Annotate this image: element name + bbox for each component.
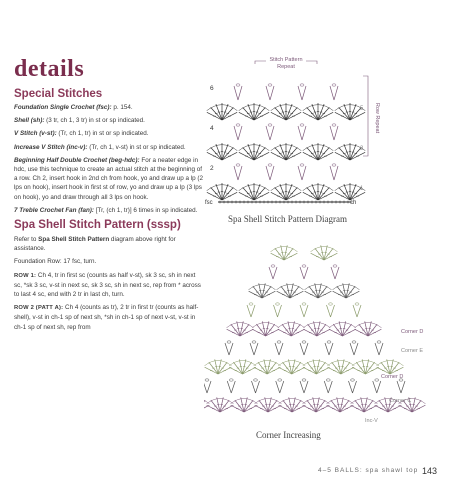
row-text: Ch 4 (counts as tr), 2 tr in first tr (counts as half-shell), v-st in ch-1 sp of next sh, *sh in ch-1 sp of next v-st, v-st in ch-1 sp of next sh, rep from bbox=[14, 304, 199, 331]
v-stitch bbox=[304, 305, 308, 317]
chain-loop bbox=[205, 379, 209, 381]
v-stitch bbox=[334, 166, 338, 180]
v-stitch bbox=[234, 126, 238, 140]
v-stitch bbox=[238, 126, 242, 140]
row-number: 6 bbox=[210, 85, 214, 92]
stitch-def-fsc bbox=[14, 103, 204, 112]
v-stitch bbox=[302, 86, 306, 100]
chain-arc bbox=[205, 361, 232, 366]
chain-loop bbox=[268, 124, 272, 126]
row-text: Ch 4, tr in first sc (counts as half v-st), sk 3 sc, sh in next sc, *sk 3 sc, v-st in next sc, sk 3 sc, sh in next sc, rep from * across to last 4 sc, end with 2 tr in last ch, turn. bbox=[14, 271, 201, 299]
v-stitch bbox=[252, 381, 256, 393]
page-number: 143 bbox=[422, 466, 438, 476]
v-stitch bbox=[256, 381, 260, 393]
v-stitch bbox=[251, 305, 255, 317]
chain-loop bbox=[236, 124, 240, 126]
v-stitch bbox=[325, 343, 329, 355]
chain-arc bbox=[271, 247, 298, 252]
stitch-repeat-label-2: Repeat bbox=[277, 64, 295, 70]
corner-label: Corner E bbox=[401, 348, 424, 354]
stitch-def-shell bbox=[14, 116, 204, 125]
stitch-term: Beginning Half Double Crochet (beg-hdc): bbox=[14, 156, 140, 164]
chain-loop bbox=[278, 379, 282, 381]
chain-arc bbox=[249, 285, 276, 290]
chain-loop bbox=[332, 84, 336, 86]
v-stitch bbox=[328, 381, 332, 393]
chain-arc bbox=[207, 399, 234, 404]
v-stitch bbox=[234, 166, 238, 180]
v-stitch bbox=[280, 381, 284, 393]
v-stitch bbox=[304, 381, 308, 393]
v-stitch bbox=[270, 126, 274, 140]
stitch-text: p. 154. bbox=[111, 104, 133, 111]
v-stitch bbox=[353, 381, 357, 393]
chain-arc bbox=[327, 399, 354, 404]
chain-loop bbox=[332, 124, 336, 126]
chain-arc bbox=[329, 323, 356, 328]
chain-loop bbox=[355, 303, 359, 305]
v-stitch bbox=[324, 381, 328, 393]
foundation-row: Foundation Row: 17 fsc, turn. bbox=[14, 258, 97, 266]
corner-label: Corner C bbox=[389, 398, 412, 404]
v-stitch bbox=[302, 126, 306, 140]
chain-arc bbox=[227, 323, 254, 328]
fsc-label: fsc bbox=[205, 200, 213, 206]
v-stitch bbox=[377, 381, 381, 393]
v-stitch bbox=[331, 267, 335, 279]
v-stitch bbox=[275, 343, 279, 355]
v-stitch bbox=[375, 343, 379, 355]
chain-arc bbox=[351, 399, 378, 404]
v-stitch bbox=[335, 267, 339, 279]
chain-arc bbox=[277, 285, 304, 290]
special-stitches-heading: Special Stitches bbox=[14, 88, 103, 100]
v-stitch bbox=[238, 86, 242, 100]
chain-loop bbox=[227, 341, 231, 343]
v-stitch bbox=[302, 166, 306, 180]
chain-arc bbox=[303, 361, 330, 366]
chain-arc bbox=[355, 323, 382, 328]
stitch-term: 7 Treble Crochet Fan (fan): bbox=[14, 206, 95, 214]
row-number: 3 bbox=[360, 146, 364, 152]
v-stitch bbox=[227, 381, 231, 393]
v-stitch bbox=[270, 166, 274, 180]
text-column bbox=[14, 56, 204, 336]
v-stitch bbox=[273, 267, 277, 279]
chain-arc bbox=[303, 399, 330, 404]
row-1 bbox=[14, 271, 204, 300]
v-stitch bbox=[379, 343, 383, 355]
stitch-term: Increase V Stitch (inc-v): bbox=[14, 143, 88, 151]
v-stitch bbox=[234, 86, 238, 100]
chain-loop bbox=[326, 379, 330, 381]
corner-label: Corner D bbox=[401, 329, 424, 335]
v-stitch bbox=[298, 166, 302, 180]
pattern-intro bbox=[14, 235, 204, 253]
chain-loop bbox=[268, 164, 272, 166]
chain-loop bbox=[300, 84, 304, 86]
chain-loop bbox=[277, 341, 281, 343]
chain-loop bbox=[229, 379, 233, 381]
row-label: ROW 1: bbox=[14, 272, 37, 279]
v-stitch bbox=[225, 343, 229, 355]
stitch-text: For a neater edge in hdc, use this technique to create an actual stitch at the beginning of a row. Ch 2, insert hook in 2nd ch from hook, yo and draw up a lp (2 lps on hook), insert hook in first st of row, yo and draw up a lp (3 lps on hook), yo and draw through all 3 lps on hook. bbox=[14, 156, 204, 201]
v-stitch bbox=[327, 305, 331, 317]
page-title: details bbox=[14, 56, 85, 82]
chain-loop bbox=[352, 341, 356, 343]
v-stitch bbox=[269, 267, 273, 279]
v-stitch bbox=[266, 166, 270, 180]
corner-label: Corner D bbox=[381, 374, 404, 380]
v-stitch bbox=[279, 343, 283, 355]
v-stitch bbox=[300, 343, 304, 355]
chain-loop bbox=[377, 341, 381, 343]
chain-arc bbox=[352, 361, 379, 366]
stitch-def-incv bbox=[14, 143, 204, 152]
chain-arc bbox=[255, 399, 282, 404]
stitch-pattern-diagram bbox=[200, 48, 400, 220]
v-stitch bbox=[329, 343, 333, 355]
chain-loop bbox=[302, 379, 306, 381]
chain-arc bbox=[377, 361, 404, 366]
chain-loop bbox=[333, 265, 337, 267]
chain-arc bbox=[254, 361, 281, 366]
v-stitch bbox=[330, 86, 334, 100]
chain-arc bbox=[333, 285, 360, 290]
diagram-caption: Spa Shell Stitch Pattern Diagram bbox=[228, 214, 347, 224]
row-repeat-label: Row Repeat bbox=[374, 102, 380, 134]
chain-arc bbox=[252, 323, 279, 328]
stitch-repeat-label: Stitch Pattern bbox=[269, 57, 303, 63]
ch-label: ch bbox=[350, 200, 357, 206]
stitch-rows bbox=[207, 84, 366, 203]
stitch-term: Shell (sh): bbox=[14, 117, 45, 125]
pattern-heading: Spa Shell Stitch Pattern (sssp) bbox=[14, 219, 181, 232]
corner-increasing-diagram bbox=[204, 232, 444, 432]
treble-stitch bbox=[204, 400, 205, 412]
v-stitch bbox=[276, 381, 280, 393]
stitch-term: Foundation Single Crochet (fsc): bbox=[14, 104, 112, 111]
chain-arc bbox=[303, 323, 330, 328]
chain-loop bbox=[351, 379, 355, 381]
v-stitch bbox=[278, 305, 282, 317]
v-stitch bbox=[274, 305, 278, 317]
chain-arc bbox=[327, 361, 354, 366]
stitch-term: V Stitch (v-st): bbox=[14, 130, 57, 138]
chain-arc bbox=[311, 247, 338, 252]
intro-post: diagram above right for assistance. bbox=[14, 236, 176, 253]
v-stitch bbox=[238, 166, 242, 180]
chain-loop bbox=[271, 265, 275, 267]
row-number: 2 bbox=[210, 165, 214, 172]
v-stitch bbox=[266, 126, 270, 140]
v-stitch bbox=[401, 381, 405, 393]
chain-loop bbox=[254, 379, 258, 381]
chain-arc bbox=[279, 399, 306, 404]
v-stitch bbox=[397, 381, 401, 393]
v-stitch bbox=[334, 86, 338, 100]
chain-arc bbox=[278, 361, 305, 366]
v-stitch bbox=[304, 267, 308, 279]
v-stitch bbox=[204, 381, 207, 393]
v-stitch bbox=[300, 381, 304, 393]
v-stitch bbox=[231, 381, 235, 393]
stitch-text: (Tr, ch 1, tr) in st or sp indicated. bbox=[56, 130, 149, 138]
v-stitch bbox=[350, 343, 354, 355]
chain-loop bbox=[276, 303, 280, 305]
v-stitch bbox=[330, 126, 334, 140]
chain-loop bbox=[249, 303, 253, 305]
row-label: ROW 2 (PATT A): bbox=[14, 305, 64, 312]
v-stitch bbox=[357, 305, 361, 317]
chain-arc bbox=[305, 285, 332, 290]
row-2 bbox=[14, 303, 204, 332]
v-stitch bbox=[250, 343, 254, 355]
stitch-def-vstitch bbox=[14, 129, 204, 138]
v-stitch bbox=[247, 305, 251, 317]
chain-loop bbox=[329, 303, 333, 305]
chain-loop bbox=[236, 164, 240, 166]
chain-loop bbox=[300, 124, 304, 126]
chain-loop bbox=[252, 341, 256, 343]
v-stitch bbox=[254, 343, 258, 355]
v-stitch bbox=[354, 343, 358, 355]
chain-loop bbox=[302, 265, 306, 267]
v-stitch bbox=[330, 166, 334, 180]
v-stitch bbox=[300, 267, 304, 279]
v-stitch bbox=[207, 381, 211, 393]
chain-loop bbox=[302, 303, 306, 305]
v-stitch bbox=[298, 86, 302, 100]
v-stitch bbox=[300, 305, 304, 317]
v-stitch bbox=[353, 305, 357, 317]
chain-arc bbox=[278, 323, 305, 328]
corner-label: Inc-V bbox=[365, 418, 378, 424]
footer-text: 4–5 BALLS: spa shawl top bbox=[318, 467, 419, 474]
chain-arc bbox=[231, 399, 258, 404]
chain-loop bbox=[236, 84, 240, 86]
row-number: 1 bbox=[360, 186, 364, 192]
stitch-def-fan bbox=[14, 206, 204, 215]
stitch-text: (Tr, ch 1, v-st) in st or sp indicated. bbox=[87, 143, 186, 151]
v-stitch bbox=[266, 86, 270, 100]
v-stitch bbox=[334, 126, 338, 140]
v-stitch bbox=[373, 381, 377, 393]
v-stitch bbox=[331, 305, 335, 317]
stitch-text: [Tr, (ch 1, tr)] 6 times in sp indicated. bbox=[94, 206, 198, 214]
chain-loop bbox=[332, 164, 336, 166]
v-stitch bbox=[270, 86, 274, 100]
intro-pre: Refer to bbox=[14, 236, 39, 244]
stitch-text: (3 tr, ch 1, 3 tr) in st or sp indicated. bbox=[44, 117, 145, 125]
v-stitch bbox=[349, 381, 353, 393]
row-repeat-bracket bbox=[363, 76, 368, 156]
intro-bold: Spa Shell Stitch Pattern bbox=[38, 236, 110, 244]
chain-loop bbox=[327, 341, 331, 343]
chain-arc bbox=[229, 361, 256, 366]
chain-loop bbox=[300, 164, 304, 166]
chain-loop bbox=[375, 379, 379, 381]
chain-loop bbox=[268, 84, 272, 86]
v-stitch bbox=[229, 343, 233, 355]
row-number: 4 bbox=[210, 125, 214, 132]
v-stitch bbox=[304, 343, 308, 355]
stitch-def-beg-hdc bbox=[14, 156, 204, 202]
chain-loop bbox=[302, 341, 306, 343]
diagram-caption: Corner Increasing bbox=[256, 430, 321, 440]
v-stitch bbox=[298, 126, 302, 140]
row-number: 5 bbox=[360, 106, 364, 112]
corner-rows bbox=[204, 245, 426, 412]
